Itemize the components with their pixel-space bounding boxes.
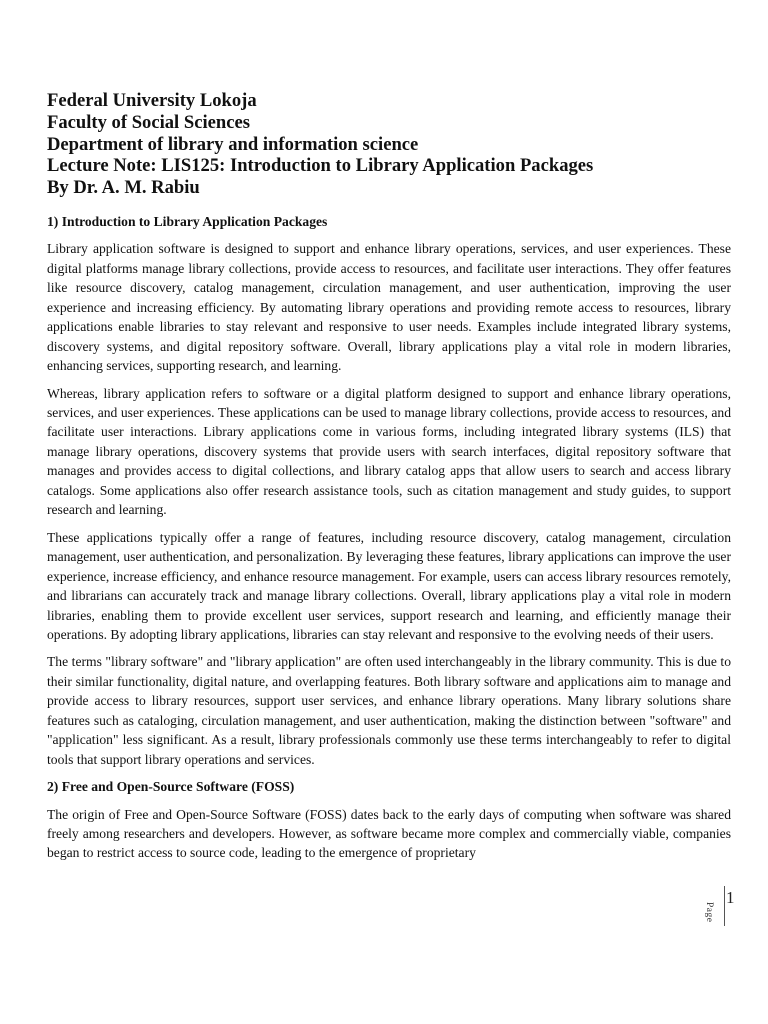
page-marker-divider [724,886,725,926]
paragraph: These applications typically offer a range of features, including resource discovery, catalog management, circulation management, user authentication, and personalization. By leveraging these features, library applications can improve the user experience, increase efficiency, and enhance resource management. For example, users can access library resources remotely, and librarians can accurately track and manage library collections. Overall, library applications play a vital role in modern libraries, enabling them to provide excellent user services, support research and learning, and efficiently manage their operations. By adopting library applications, libraries can stay relevant and responsive to the evolving needs of their users. [47,529,731,642]
university-name: Federal University Lokoja [47,90,257,111]
page-number: 1 [726,888,735,907]
page-label: Page [704,902,714,923]
page-number-marker [704,880,752,930]
lecture-title: Lecture Note: LIS125: Introduction to Library Application Packages [47,155,594,177]
paragraph: The origin of Free and Open-Source Software (FOSS) dates back to the early days of computing when software was shared freely among researchers and developers. However, as software became more complex and commercially viable, companies began to restrict access to source code, leading to the emergence of proprietary [47,806,731,861]
paragraph: Library application software is designed to support and enhance library operations, services, and user experiences. These digital platforms manage library collections, provide access to resources, and facilitate user interactions. They offer features like resource discovery, catalog management, circulation management, and user authentication, improving the user experience and increasing efficiency. By automating library operations and providing remote access to resources, library applications enable libraries to stay relevant and responsive to user needs. Examples include integrated library systems, discovery systems, and digital repository software. Overall, library applications play a vital role in modern libraries, enhancing services, supporting research, and learning. [47,241,731,374]
section-heading: 1) Introduction to Library Application Packages [47,213,328,229]
paragraph: The terms "library software" and "library application" are often used interchangeably in the library community. This is due to their similar functionality, digital nature, and overlapping features. Both library software and applications aim to manage and provide access to library resources, support user services, and enhance library operations. Many library solutions share features such as cataloging, circulation management, and user authentication, making the distinction between "software" and "application" less significant. As a result, library professionals commonly use these terms interchangeably to refer to digital tools that support library operations and services. [47,654,731,767]
section-introduction [47,212,731,769]
document-page [47,90,731,871]
section-foss [47,777,731,863]
department-name: Department of library and information science [47,133,419,155]
paragraph: Whereas, library application refers to software or a digital platform designed to support and enhance library operations, services, and user experiences. These applications can be used to manage library collections, provide access to resources, and facilitate user interactions. Library applications come in various forms, including integrated library systems (ILS) that manage library operations, discovery systems that provide users with search interfaces, digital repository software that manages and provides access to digital collections, and library catalog apps that allow users to search and access library catalogs. Some applications also offer research assistance tools, such as citation management and study guides, to support research and learning. [47,385,731,518]
document-header [47,90,731,199]
section-heading: 2) Free and Open-Source Software (FOSS) [47,779,295,795]
faculty-name: Faculty of Social Sciences [47,111,250,133]
author-line: By Dr. A. M. Rabiu [47,177,200,199]
